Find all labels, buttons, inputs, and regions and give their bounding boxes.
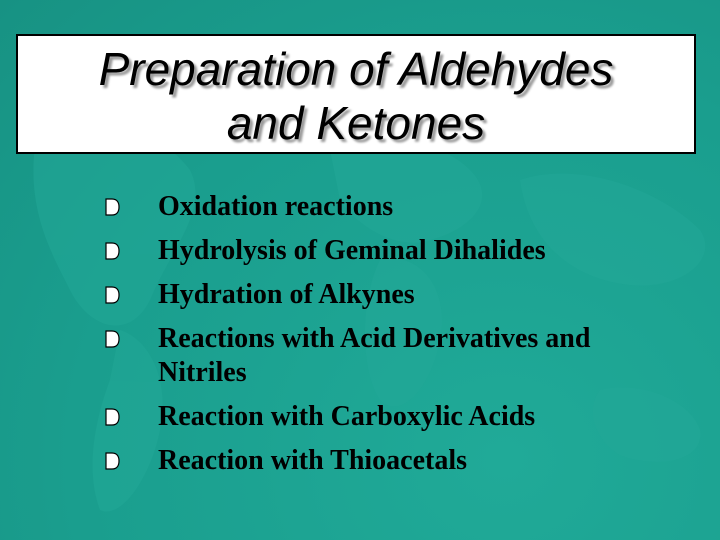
bullet-text: Oxidation reactions [158,191,394,222]
bullet-list [100,190,700,488]
list-item [100,444,700,478]
list-item [100,322,668,390]
title-box [16,34,696,154]
bullet-text: Reaction with Carboxylic Acids [158,401,536,432]
bullet-text: Hydrolysis of Geminal Dihalides [158,235,546,266]
list-item [100,400,700,434]
slide-title-line-2: and Ketones [226,97,486,149]
d-shaped-bullet-icon [104,330,120,348]
d-shaped-bullet-icon [104,452,120,470]
bullet-text: Reactions with Acid Derivatives and Nitriles [158,323,591,388]
d-shaped-bullet-icon [104,408,120,426]
d-shaped-bullet-icon [104,242,120,260]
slide-title-line-1: Preparation of Aldehydes [98,43,614,95]
list-item [100,190,700,224]
list-item [100,234,700,268]
list-item [100,278,700,312]
bullet-text: Reaction with Thioacetals [158,445,468,476]
bullet-text: Hydration of Alkynes [158,279,415,310]
d-shaped-bullet-icon [104,198,120,216]
d-shaped-bullet-icon [104,286,120,304]
